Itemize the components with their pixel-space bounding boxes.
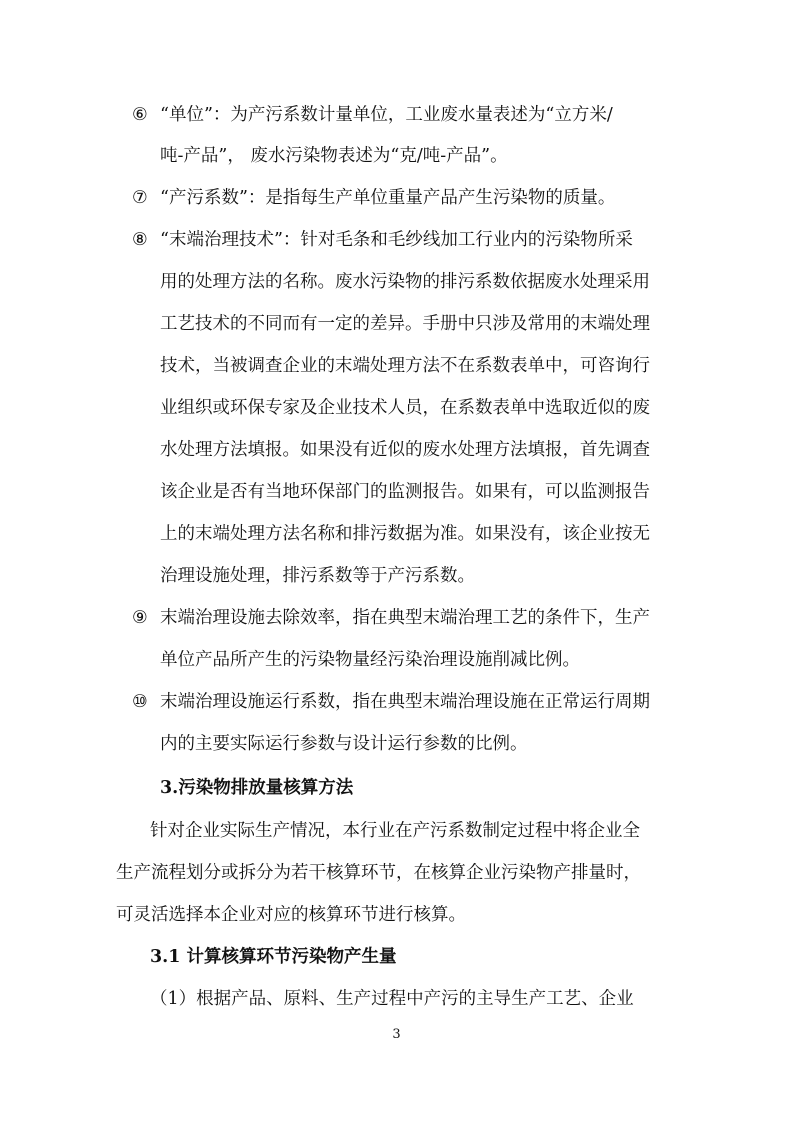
list-item-6-line-2: 吨-产品”， 废水污染物表述为“克/吨-产品”。 (160, 146, 508, 166)
section-3-paragraph-line-3: 可灵活选择本企业对应的核算环节进行核算。 (116, 905, 466, 925)
list-item-8-line-1 (132, 228, 633, 252)
list-item-8-line-5: 业组织或环保专家及企业技术人员，在系数表单中选取近似的废 (160, 398, 650, 418)
list-item-7-line-1 (132, 186, 615, 210)
item-10-text-1: 末端治理设施运行系数，指在典型末端治理设施在正常运行周期 (160, 692, 650, 712)
list-item-8-line-2: 用的处理方法的名称。废水污染物的排污系数依据废水处理采用 (160, 272, 650, 292)
list-item-8-line-3: 工艺技术的不同而有一定的差异。手册中只涉及常用的末端处理 (160, 314, 650, 334)
page-number: 3 (392, 1027, 401, 1042)
list-item-8-line-9: 治理设施处理，排污系数等于产污系数。 (160, 566, 475, 586)
list-item-10-line-2: 内的主要实际运行参数与设计运行参数的比例。 (160, 734, 528, 754)
section-heading-3-1: 3.1 计算核算环节污染物产生量 (150, 947, 397, 967)
list-item-6-line-1 (132, 103, 613, 127)
item-marker-10: ⑩ (132, 692, 148, 712)
list-item-8-line-4: 技术，当被调查企业的末端处理方法不在系数表单中，可咨询行 (160, 356, 650, 376)
list-item-8-line-6: 水处理方法填报。如果没有近似的废水处理方法填报，首先调查 (160, 440, 650, 460)
item-8-text-1: “末端治理技术”：针对毛条和毛纱线加工行业内的污染物所采 (160, 230, 633, 250)
item-9-text-1: 末端治理设施去除效率，指在典型末端治理工艺的条件下，生产 (160, 608, 650, 628)
item-marker-7: ⑦ (132, 188, 148, 208)
item-marker-9: ⑨ (132, 608, 148, 628)
section-heading-3: 3.污染物排放量核算方法 (160, 778, 354, 798)
list-item-9-line-2: 单位产品所产生的污染物量经污染治理设施削减比例。 (160, 650, 580, 670)
item-marker-8: ⑧ (132, 230, 148, 250)
item-7-text-1: “产污系数”：是指每生产单位重量产品产生污染物的质量。 (160, 188, 616, 208)
list-item-8-line-7: 该企业是否有当地环保部门的监测报告。如果有，可以监测报告 (160, 482, 650, 502)
item-6-text-1: “单位”：为产污系数计量单位，工业废水量表述为“立方米/ (160, 105, 613, 125)
section-3-paragraph-line-2: 生产流程划分或拆分为若干核算环节，在核算企业污染物产排量时， (116, 863, 641, 883)
list-item-8-line-8: 上的末端处理方法名称和排污数据为准。如果没有，该企业按无 (160, 524, 650, 544)
item-marker-6: ⑥ (132, 105, 148, 125)
section-3-1-paragraph-line-1: （1）根据产品、原料、生产过程中产污的主导生产工艺、企业 (150, 989, 634, 1009)
section-3-paragraph-line-1: 针对企业实际生产情况，本行业在产污系数制定过程中将企业全 (150, 821, 640, 841)
list-item-10-line-1 (132, 690, 650, 714)
list-item-9-line-1 (132, 606, 650, 630)
